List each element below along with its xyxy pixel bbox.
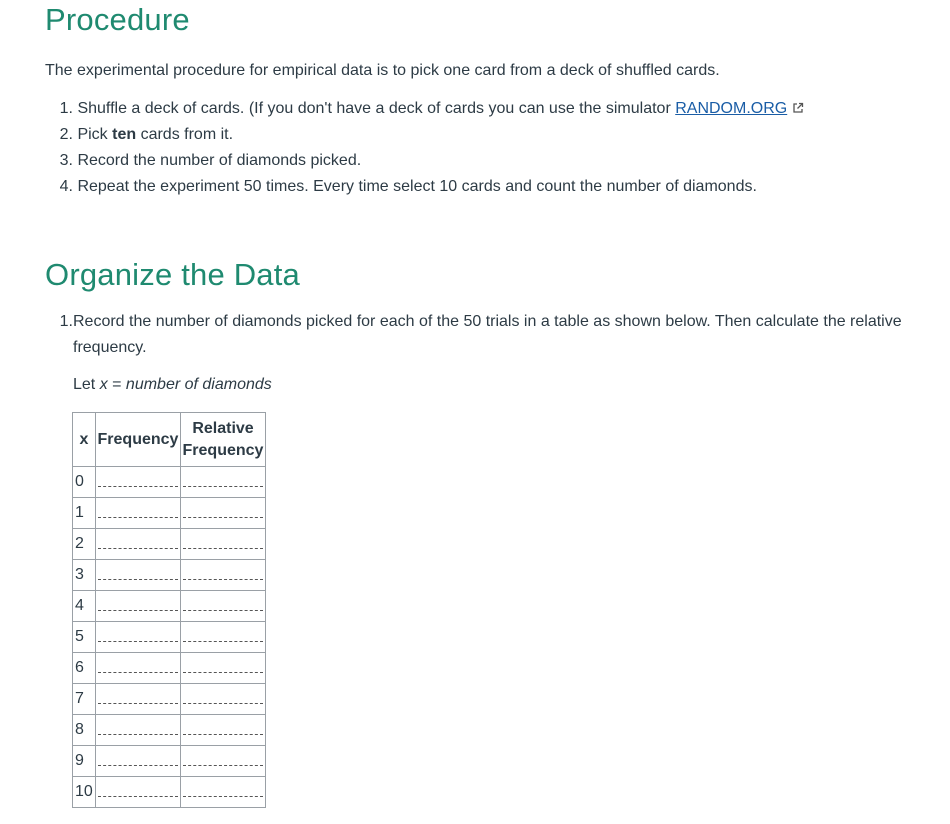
frequency-blank-cell [96, 622, 181, 653]
table-row [73, 746, 266, 777]
frequency-blank-cell [96, 777, 181, 808]
x-value: 2 [73, 529, 96, 560]
relative-frequency-blank [183, 796, 263, 797]
relative-frequency-blank-cell [181, 622, 266, 653]
step-text: Repeat the experiment 50 times. Every time select 10 cards and count the number of diamonds. [77, 178, 757, 195]
frequency-blank [98, 579, 178, 580]
step-number: 1. [59, 100, 73, 117]
table-body [73, 467, 266, 808]
procedure-step-2 [45, 124, 804, 150]
frequency-blank [98, 734, 178, 735]
frequency-blank-cell [96, 560, 181, 591]
table-row [73, 467, 266, 498]
table-row [73, 777, 266, 808]
frequency-blank [98, 703, 178, 704]
procedure-step-4 [45, 176, 804, 202]
step-text: Record the number of diamonds picked for each of the 50 trials in a table as shown below. Then calculate the relative frequency. [73, 313, 902, 356]
relative-frequency-blank-cell [181, 591, 266, 622]
relative-frequency-blank-cell [181, 467, 266, 498]
step-text-pre: Pick [77, 126, 113, 143]
relative-frequency-blank-cell [181, 529, 266, 560]
procedure-intro: The experimental procedure for empirical data is to pick one card from a deck of shuffled cards. [45, 62, 720, 79]
relative-frequency-blank [183, 703, 263, 704]
x-value: 8 [73, 715, 96, 746]
frequency-blank [98, 765, 178, 766]
organize-step-1 [45, 309, 925, 361]
header-frequency: Frequency [96, 413, 181, 467]
relative-frequency-blank [183, 734, 263, 735]
frequency-blank [98, 610, 178, 611]
frequency-table [72, 412, 266, 808]
x-value: 7 [73, 684, 96, 715]
x-value: 5 [73, 622, 96, 653]
frequency-blank [98, 517, 178, 518]
table-row [73, 560, 266, 591]
procedure-step-3 [45, 150, 804, 176]
x-value: 6 [73, 653, 96, 684]
frequency-blank-cell [96, 498, 181, 529]
let-variable: x [99, 376, 108, 393]
x-value: 4 [73, 591, 96, 622]
x-value: 1 [73, 498, 96, 529]
let-definition: number of diamonds [125, 376, 272, 393]
x-value: 9 [73, 746, 96, 777]
step-text-post: cards from it. [136, 126, 234, 143]
relative-frequency-blank [183, 579, 263, 580]
let-equals: = [107, 376, 126, 393]
header-relative-frequency: Relative Frequency [181, 413, 266, 467]
table-row [73, 529, 266, 560]
relative-frequency-blank [183, 517, 263, 518]
variable-definition [73, 374, 272, 396]
step-text: Shuffle a deck of cards. (If you don't have a deck of cards you can use the simulator [77, 100, 676, 117]
step-number: 2. [59, 126, 73, 143]
frequency-blank [98, 672, 178, 673]
relative-frequency-blank-cell [181, 746, 266, 777]
frequency-blank-cell [96, 684, 181, 715]
procedure-heading: Procedure [45, 2, 190, 37]
organize-heading: Organize the Data [45, 257, 300, 292]
step-number: 4. [59, 178, 73, 195]
procedure-steps [45, 98, 804, 202]
table-row [73, 591, 266, 622]
table-row [73, 498, 266, 529]
procedure-step-1 [45, 98, 804, 124]
relative-frequency-blank [183, 548, 263, 549]
step-text: Record the number of diamonds picked. [77, 152, 362, 169]
x-value: 10 [73, 777, 96, 808]
x-value: 3 [73, 560, 96, 591]
frequency-blank-cell [96, 715, 181, 746]
table-row [73, 653, 266, 684]
frequency-blank-cell [96, 529, 181, 560]
table-header-row [73, 413, 266, 467]
relative-frequency-blank-cell [181, 560, 266, 591]
header-x: x [73, 413, 96, 467]
x-value: 0 [73, 467, 96, 498]
relative-frequency-blank [183, 765, 263, 766]
table-row [73, 622, 266, 653]
frequency-blank [98, 796, 178, 797]
frequency-blank-cell [96, 467, 181, 498]
table-row [73, 684, 266, 715]
relative-frequency-blank [183, 641, 263, 642]
relative-frequency-blank [183, 486, 263, 487]
relative-frequency-blank-cell [181, 498, 266, 529]
relative-frequency-blank-cell [181, 715, 266, 746]
step-text-bold: ten [112, 126, 137, 143]
frequency-blank [98, 641, 178, 642]
step-number: 1. [59, 313, 73, 330]
relative-frequency-blank-cell [181, 684, 266, 715]
let-prefix: Let [73, 376, 100, 393]
relative-frequency-blank [183, 610, 263, 611]
relative-frequency-blank-cell [181, 653, 266, 684]
step-number: 3. [59, 152, 73, 169]
external-link-icon [792, 102, 804, 114]
frequency-blank-cell [96, 591, 181, 622]
frequency-blank-cell [96, 653, 181, 684]
frequency-blank-cell [96, 746, 181, 777]
table-row [73, 715, 266, 746]
relative-frequency-blank-cell [181, 777, 266, 808]
frequency-blank [98, 486, 178, 487]
relative-frequency-blank [183, 672, 263, 673]
random-org-link[interactable]: RANDOM.ORG [675, 100, 788, 117]
frequency-blank [98, 548, 178, 549]
